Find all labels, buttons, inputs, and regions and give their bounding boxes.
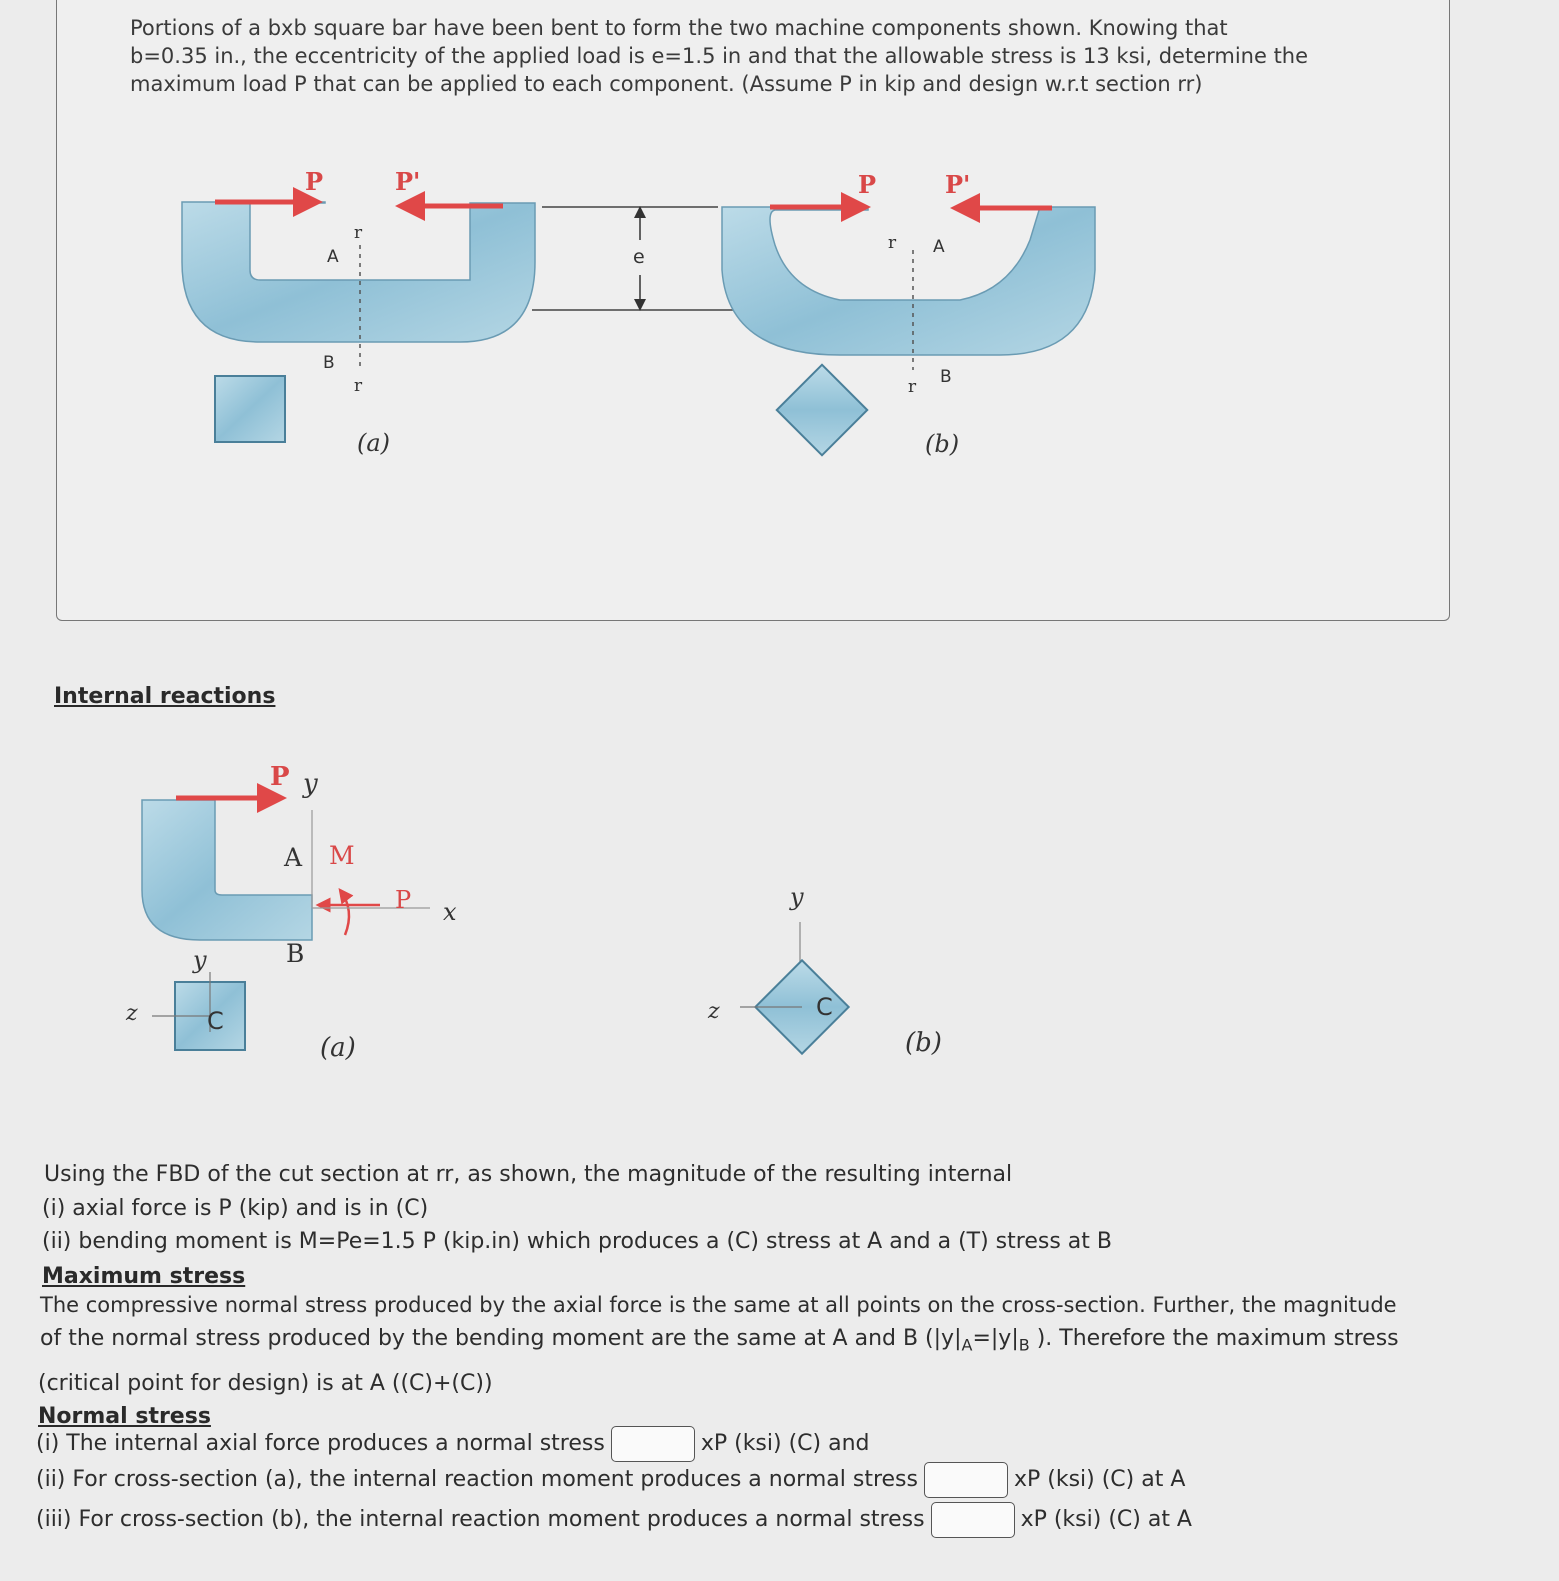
point-a-label-a: A xyxy=(327,247,339,267)
fbd-a-internal-p-label: P xyxy=(395,886,412,914)
fbd-a-label-y: y xyxy=(303,769,318,799)
normal-ii-unit: xP (ksi) (C) at A xyxy=(1013,1467,1186,1492)
section-r-bottom-b: r xyxy=(908,377,917,397)
problem-line-3: maximum load P that can be applied to each component. (Assume P in kip and design w.r.t section rr) xyxy=(130,72,1203,96)
normal-stress-item-i xyxy=(36,1426,870,1462)
section-r-bottom-a: r xyxy=(354,376,363,396)
internal-reactions-heading: Internal reactions xyxy=(54,684,276,709)
fbd-a-label-b: B xyxy=(286,939,305,968)
fbd-a-label-m: M xyxy=(329,841,355,870)
normal-stress-item-ii xyxy=(36,1462,1185,1498)
fbd-a-label-a: A xyxy=(284,843,303,872)
label-p-a: P xyxy=(305,167,324,196)
max-stress-line-2-mid: =|y| xyxy=(972,1326,1019,1351)
point-a-label-b: A xyxy=(933,237,945,257)
problem-line-2: b=0.35 in., the eccentricity of the applied load is e=1.5 in and that the allowable stress is 13 ksi, determine the xyxy=(130,44,1309,68)
component-b-body xyxy=(722,207,1095,355)
normal-iii-unit: xP (ksi) (C) at A xyxy=(1020,1507,1192,1532)
point-b-label-b: B xyxy=(940,367,952,387)
problem-line-1: Portions of a bxb square bar have been bent to form the two machine components shown. Knowing that xyxy=(130,16,1228,40)
internal-reactions-figure xyxy=(0,740,1559,1100)
fbd-a-cs-label-c: C xyxy=(207,1007,224,1035)
sub-b: B xyxy=(1018,1335,1030,1355)
normal-iii-text: (iii) For cross-section (b), the internal reaction moment produces a normal stress xyxy=(36,1507,925,1532)
fbd-a-cs-label-z: z xyxy=(126,1001,138,1026)
explanation-item-i: (i) axial force is P (kip) and is in (C) xyxy=(42,1196,429,1221)
moment-stress-a-answer-input[interactable] xyxy=(924,1462,1008,1498)
fbd-a-cs-label-y: y xyxy=(193,946,207,974)
fbd-a-label-p: P xyxy=(270,762,290,792)
caption-a-bottom: (a) xyxy=(320,1033,356,1063)
maximum-stress-heading: Maximum stress xyxy=(42,1264,246,1289)
normal-ii-text: (ii) For cross-section (a), the internal reaction moment produces a normal stress xyxy=(36,1467,918,1492)
max-stress-line-2-pre: of the normal stress produced by the bending moment are the same at A and B (|y| xyxy=(40,1326,962,1351)
max-stress-line-3: (critical point for design) is at A ((C)+(C)) xyxy=(38,1371,493,1396)
normal-stress-heading: Normal stress xyxy=(38,1404,211,1429)
normal-stress-item-iii xyxy=(36,1502,1192,1538)
normal-i-unit: xP (ksi) (C) and xyxy=(700,1431,870,1456)
cross-section-diamond-b xyxy=(777,365,868,456)
axial-stress-answer-input[interactable] xyxy=(611,1426,695,1462)
moment-stress-b-answer-input[interactable] xyxy=(931,1502,1015,1538)
section-r-top-b: r xyxy=(888,233,897,253)
point-b-label-a: B xyxy=(323,353,335,373)
max-stress-line-2 xyxy=(40,1326,1399,1354)
fbd-b-label-c: C xyxy=(816,993,833,1021)
fbd-b-label-z: z xyxy=(708,999,720,1024)
machine-components-figure xyxy=(0,0,1559,620)
caption-b-bottom: (b) xyxy=(905,1028,942,1058)
max-stress-line-1: The compressive normal stress produced by the axial force is the same at all points on the cross-section. Further, the magnitude xyxy=(40,1293,1397,1317)
fbd-b-label-y: y xyxy=(790,883,804,911)
cross-section-square-a xyxy=(215,376,285,442)
caption-b-top: (b) xyxy=(925,430,960,458)
normal-i-text: (i) The internal axial force produces a normal stress xyxy=(36,1431,605,1456)
moment-m-arrow xyxy=(340,890,349,935)
label-p-prime-a: P' xyxy=(395,167,421,196)
label-p-prime-b: P' xyxy=(945,170,971,199)
section-r-top-a: r xyxy=(354,223,363,243)
label-p-b: P xyxy=(858,170,877,199)
max-stress-line-2-post: ). Therefore the maximum stress xyxy=(1029,1326,1399,1351)
explanation-item-ii: (ii) bending moment is M=Pe=1.5 P (kip.in) which produces a (C) stress at A and a (T) stress at B xyxy=(42,1229,1112,1254)
caption-a-top: (a) xyxy=(357,429,391,457)
explanation-intro: Using the FBD of the cut section at rr, as shown, the magnitude of the resulting internal xyxy=(44,1162,1013,1187)
fbd-a-label-x: x xyxy=(443,898,457,926)
sub-a: A xyxy=(961,1335,973,1355)
dim-e-label: e xyxy=(633,246,645,268)
